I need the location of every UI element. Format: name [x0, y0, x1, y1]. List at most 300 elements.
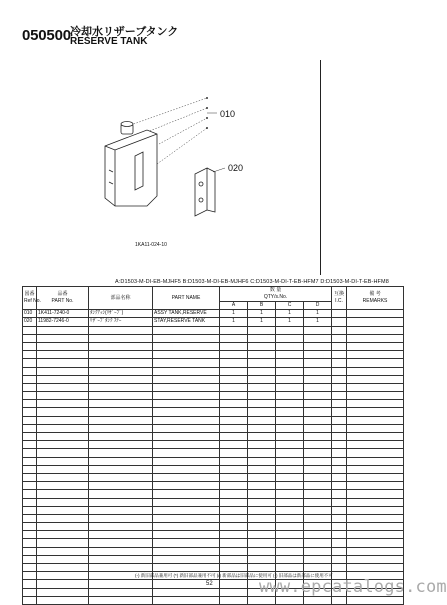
blank-cell [37, 564, 89, 572]
blank-cell [37, 334, 89, 342]
blank-cell [37, 433, 89, 441]
blank-cell [332, 473, 347, 481]
blank-cell [153, 383, 220, 391]
blank-cell [153, 473, 220, 481]
blank-cell [248, 555, 276, 563]
blank-row [23, 490, 404, 498]
header-col-a: A [220, 302, 248, 310]
blank-cell [220, 342, 248, 350]
model-applicability-line: A:D1503-M-DI-EB-MJHF5 B:D1503-M-DI-EB-MJHF6 C:D1503-M-DI-T-EB-HFM7 D:D1503-M-DI-T-EB-HFM8 [115, 279, 389, 285]
blank-row [23, 375, 404, 383]
blank-cell [220, 359, 248, 367]
blank-row [23, 482, 404, 490]
blank-cell [23, 424, 37, 432]
reserve-tank-drawing [105, 122, 157, 207]
blank-cell [332, 555, 347, 563]
blank-cell [37, 375, 89, 383]
blank-cell [89, 473, 153, 481]
blank-cell [347, 351, 404, 359]
blank-cell [332, 490, 347, 498]
blank-cell [89, 465, 153, 473]
blank-row [23, 547, 404, 555]
figure-reference: 1KA11-024-10 [135, 242, 167, 248]
blank-cell [23, 564, 37, 572]
section-code: 050500 [22, 27, 71, 44]
blank-cell [153, 400, 220, 408]
blank-cell [347, 498, 404, 506]
blank-cell [332, 441, 347, 449]
blank-cell [332, 416, 347, 424]
blank-cell [276, 326, 304, 334]
blank-cell [23, 416, 37, 424]
blank-cell [304, 498, 332, 506]
blank-cell [89, 490, 153, 498]
blank-cell [304, 408, 332, 416]
blank-cell [37, 531, 89, 539]
cell-qty-d: 1 [304, 318, 332, 326]
blank-cell [89, 498, 153, 506]
blank-cell [332, 326, 347, 334]
blank-cell [248, 490, 276, 498]
blank-cell [220, 408, 248, 416]
blank-cell [304, 457, 332, 465]
blank-cell [153, 457, 220, 465]
blank-cell [304, 433, 332, 441]
blank-cell [89, 375, 153, 383]
blank-cell [37, 547, 89, 555]
blank-cell [153, 531, 220, 539]
blank-cell [37, 392, 89, 400]
blank-cell [23, 498, 37, 506]
blank-cell [89, 531, 153, 539]
header-part-no [37, 287, 89, 310]
blank-cell [347, 523, 404, 531]
blank-cell [248, 539, 276, 547]
blank-row [23, 433, 404, 441]
cell-name-jp: ﾘｻﾞｰﾌﾞﾀﾝｸ ｽﾃｰ [89, 318, 153, 326]
blank-cell [332, 408, 347, 416]
blank-cell [347, 424, 404, 432]
blank-cell [248, 498, 276, 506]
blank-cell [220, 383, 248, 391]
blank-cell [276, 375, 304, 383]
blank-cell [23, 441, 37, 449]
blank-cell [248, 408, 276, 416]
header-name-en: PART NAME [153, 287, 220, 310]
blank-cell [37, 555, 89, 563]
blank-cell [89, 334, 153, 342]
blank-cell [89, 383, 153, 391]
blank-cell [347, 375, 404, 383]
table-row [23, 318, 404, 326]
blank-cell [276, 506, 304, 514]
cell-part-no: 11982-7246-0 [37, 318, 89, 326]
blank-cell [347, 441, 404, 449]
blank-cell [248, 424, 276, 432]
header-qty-en: QTY/s.No. [263, 294, 288, 300]
blank-row [23, 416, 404, 424]
blank-cell [89, 359, 153, 367]
blank-cell [23, 572, 37, 580]
blank-cell [347, 490, 404, 498]
blank-cell [347, 539, 404, 547]
blank-cell [23, 531, 37, 539]
blank-cell [23, 555, 37, 563]
blank-cell [248, 482, 276, 490]
blank-cell [89, 416, 153, 424]
stay-bracket-drawing [195, 168, 215, 216]
blank-cell [347, 408, 404, 416]
blank-cell [37, 482, 89, 490]
blank-cell [276, 482, 304, 490]
blank-cell [89, 457, 153, 465]
blank-cell [248, 449, 276, 457]
blank-row [23, 457, 404, 465]
cell-qty-c: 1 [276, 318, 304, 326]
blank-cell [220, 539, 248, 547]
parts-table [22, 286, 404, 605]
blank-cell [37, 326, 89, 334]
blank-cell [153, 367, 220, 375]
blank-cell [220, 416, 248, 424]
blank-cell [304, 564, 332, 572]
blank-cell [37, 498, 89, 506]
cell-name-en: ASSY TANK,RESERVE [153, 310, 220, 318]
blank-cell [220, 433, 248, 441]
blank-cell [276, 400, 304, 408]
blank-cell [23, 351, 37, 359]
blank-cell [153, 408, 220, 416]
blank-cell [220, 400, 248, 408]
blank-cell [89, 367, 153, 375]
blank-cell [23, 375, 37, 383]
header-ref-jp: 図番 [24, 291, 35, 298]
blank-cell [248, 473, 276, 481]
cell-qty-d: 1 [304, 310, 332, 318]
blank-cell [89, 433, 153, 441]
blank-cell [248, 400, 276, 408]
blank-cell [220, 580, 248, 588]
cell-ref: 010 [23, 310, 37, 318]
blank-row [23, 514, 404, 522]
header-ic-jp: 互換 [334, 291, 345, 298]
blank-cell [153, 359, 220, 367]
blank-cell [89, 547, 153, 555]
blank-cell [220, 490, 248, 498]
blank-cell [332, 351, 347, 359]
blank-cell [248, 457, 276, 465]
blank-cell [304, 351, 332, 359]
blank-cell [304, 342, 332, 350]
blank-cell [220, 482, 248, 490]
blank-row [23, 539, 404, 547]
blank-cell [304, 400, 332, 408]
blank-cell [304, 482, 332, 490]
blank-cell [248, 342, 276, 350]
blank-cell [220, 473, 248, 481]
blank-cell [153, 334, 220, 342]
blank-cell [276, 359, 304, 367]
blank-cell [23, 367, 37, 375]
blank-cell [304, 424, 332, 432]
callout-010: 010 [220, 109, 236, 119]
cell-qty-a: 1 [220, 318, 248, 326]
blank-cell [304, 383, 332, 391]
blank-cell [23, 392, 37, 400]
blank-cell [304, 514, 332, 522]
blank-cell [304, 367, 332, 375]
blank-cell [347, 596, 404, 604]
blank-cell [332, 433, 347, 441]
blank-cell [23, 457, 37, 465]
blank-cell [89, 514, 153, 522]
cell-ref: 020 [23, 318, 37, 326]
blank-cell [332, 457, 347, 465]
blank-cell [304, 449, 332, 457]
blank-cell [248, 433, 276, 441]
blank-row [23, 351, 404, 359]
blank-row [23, 564, 404, 572]
blank-cell [153, 392, 220, 400]
cell-remarks [347, 310, 404, 318]
blank-cell [23, 449, 37, 457]
blank-row [23, 473, 404, 481]
blank-cell [23, 588, 37, 596]
blank-cell [153, 424, 220, 432]
section-title-jp: 冷却水リザーブタンク [70, 26, 179, 38]
blank-cell [37, 588, 89, 596]
blank-cell [332, 359, 347, 367]
blank-cell [220, 465, 248, 473]
blank-cell [347, 514, 404, 522]
blank-cell [37, 359, 89, 367]
blank-cell [23, 547, 37, 555]
blank-cell [220, 498, 248, 506]
blank-cell [332, 539, 347, 547]
blank-cell [37, 473, 89, 481]
blank-row [23, 449, 404, 457]
blank-cell [220, 424, 248, 432]
watermark: www.epcatalogs.com [259, 577, 447, 597]
blank-cell [276, 539, 304, 547]
blank-cell [347, 457, 404, 465]
blank-cell [276, 342, 304, 350]
blank-cell [276, 564, 304, 572]
blank-row [23, 498, 404, 506]
blank-cell [153, 555, 220, 563]
blank-cell [37, 449, 89, 457]
blank-cell [153, 523, 220, 531]
header-remarks [347, 287, 404, 310]
blank-cell [332, 506, 347, 514]
header-col-c: C [276, 302, 304, 310]
blank-cell [89, 400, 153, 408]
blank-cell [153, 547, 220, 555]
header-ic-en: I.C. [335, 298, 343, 305]
blank-row [23, 506, 404, 514]
blank-cell [248, 531, 276, 539]
blank-cell [23, 334, 37, 342]
blank-cell [89, 588, 153, 596]
blank-cell [347, 367, 404, 375]
blank-cell [23, 506, 37, 514]
blank-cell [37, 367, 89, 375]
blank-row [23, 383, 404, 391]
cell-qty-b: 1 [248, 318, 276, 326]
blank-cell [332, 514, 347, 522]
blank-cell [37, 596, 89, 604]
blank-cell [89, 564, 153, 572]
blank-cell [89, 449, 153, 457]
divider-line [320, 60, 321, 275]
cell-ic [332, 318, 347, 326]
page-number: 52 [206, 581, 213, 587]
blank-cell [248, 564, 276, 572]
blank-cell [153, 564, 220, 572]
blank-cell [89, 555, 153, 563]
blank-cell [220, 531, 248, 539]
cell-name-en: STAY,RESERVE TANK [153, 318, 220, 326]
blank-cell [89, 424, 153, 432]
blank-cell [304, 465, 332, 473]
blank-cell [347, 506, 404, 514]
blank-cell [220, 588, 248, 596]
blank-cell [153, 588, 220, 596]
blank-cell [304, 555, 332, 563]
blank-cell [347, 326, 404, 334]
blank-cell [153, 506, 220, 514]
blank-cell [89, 351, 153, 359]
blank-cell [347, 334, 404, 342]
blank-cell [248, 334, 276, 342]
blank-cell [23, 580, 37, 588]
blank-row [23, 326, 404, 334]
blank-cell [276, 523, 304, 531]
header-ref-en: Ref No. [24, 298, 41, 305]
blank-cell [304, 375, 332, 383]
blank-cell [89, 482, 153, 490]
blank-cell [220, 334, 248, 342]
blank-cell [332, 564, 347, 572]
blank-cell [89, 408, 153, 416]
blank-cell [37, 572, 89, 580]
blank-cell [276, 334, 304, 342]
blank-cell [248, 547, 276, 555]
blank-cell [89, 441, 153, 449]
blank-cell [276, 596, 304, 604]
blank-cell [332, 547, 347, 555]
blank-cell [248, 465, 276, 473]
blank-cell [37, 465, 89, 473]
blank-cell [304, 473, 332, 481]
blank-cell [23, 482, 37, 490]
blank-cell [220, 449, 248, 457]
blank-cell [23, 596, 37, 604]
blank-cell [89, 596, 153, 604]
blank-cell [276, 547, 304, 555]
blank-cell [332, 375, 347, 383]
blank-cell [153, 514, 220, 522]
blank-cell [276, 473, 304, 481]
blank-cell [23, 539, 37, 547]
blank-cell [37, 383, 89, 391]
blank-cell [276, 441, 304, 449]
blank-cell [220, 441, 248, 449]
blank-cell [89, 342, 153, 350]
blank-cell [276, 383, 304, 391]
blank-cell [153, 449, 220, 457]
blank-cell [220, 523, 248, 531]
blank-cell [153, 498, 220, 506]
blank-cell [347, 449, 404, 457]
blank-cell [332, 367, 347, 375]
blank-cell [220, 326, 248, 334]
blank-row [23, 523, 404, 531]
blank-cell [23, 400, 37, 408]
blank-cell [276, 408, 304, 416]
header-ic [332, 287, 347, 310]
blank-cell [89, 523, 153, 531]
blank-cell [153, 326, 220, 334]
blank-cell [220, 547, 248, 555]
blank-cell [347, 433, 404, 441]
blank-cell [220, 555, 248, 563]
blank-row [23, 441, 404, 449]
blank-cell [347, 465, 404, 473]
cell-name-jp: ﾀﾝｸｱｯｼ(ﾘｻﾞｰﾌﾞ) [89, 310, 153, 318]
header-part-no-en: PART No. [51, 298, 74, 305]
blank-cell [23, 473, 37, 481]
blank-cell [332, 531, 347, 539]
blank-cell [304, 523, 332, 531]
blank-cell [37, 400, 89, 408]
blank-cell [37, 490, 89, 498]
blank-cell [37, 416, 89, 424]
blank-cell [248, 359, 276, 367]
blank-cell [304, 441, 332, 449]
blank-cell [347, 359, 404, 367]
blank-cell [276, 498, 304, 506]
blank-cell [153, 596, 220, 604]
blank-cell [89, 392, 153, 400]
blank-cell [332, 334, 347, 342]
header-col-b: B [248, 302, 276, 310]
blank-cell [153, 539, 220, 547]
blank-cell [248, 506, 276, 514]
blank-cell [37, 523, 89, 531]
blank-cell [153, 342, 220, 350]
blank-cell [276, 433, 304, 441]
blank-cell [332, 482, 347, 490]
blank-cell [347, 392, 404, 400]
blank-cell [347, 547, 404, 555]
blank-row [23, 465, 404, 473]
cell-qty-b: 1 [248, 310, 276, 318]
blank-row [23, 400, 404, 408]
blank-cell [304, 359, 332, 367]
blank-cell [220, 351, 248, 359]
blank-cell [248, 375, 276, 383]
blank-cell [37, 580, 89, 588]
blank-cell [347, 473, 404, 481]
blank-cell [37, 514, 89, 522]
blank-cell [89, 506, 153, 514]
blank-cell [347, 564, 404, 572]
blank-cell [248, 367, 276, 375]
cell-qty-c: 1 [276, 310, 304, 318]
blank-cell [332, 465, 347, 473]
blank-cell [37, 539, 89, 547]
